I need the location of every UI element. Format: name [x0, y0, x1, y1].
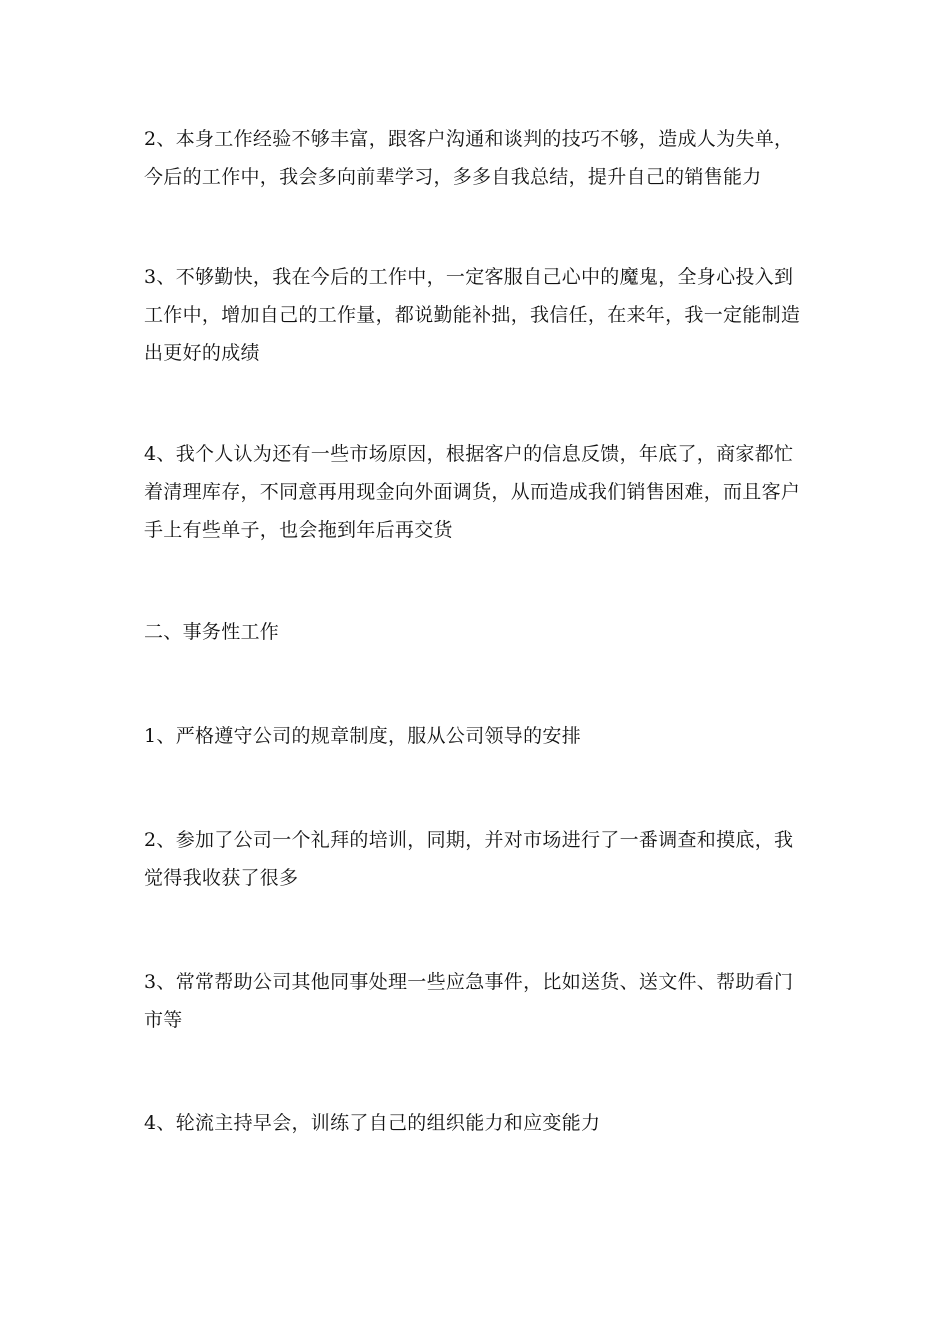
paragraph-line: 觉得我收获了很多	[144, 867, 299, 889]
paragraph-affairs-2	[144, 821, 804, 897]
paragraph-line: 4、我个人认为还有一些市场原因，根据客户的信息反馈，年底了，商家都忙	[144, 443, 794, 465]
paragraph-item-3-diligence	[144, 258, 804, 372]
paragraph-line: 4、轮流主持早会，训练了自己的组织能力和应变能力	[144, 1112, 601, 1134]
paragraph-line: 3、常常帮助公司其他同事处理一些应急事件，比如送货、送文件、帮助看门	[144, 971, 794, 993]
paragraph-line: 工作中，增加自己的工作量，都说勤能补拙，我信任，在来年，我一定能制造	[144, 304, 801, 326]
paragraph-affairs-4	[144, 1104, 804, 1142]
paragraph-affairs-1	[144, 717, 804, 755]
paragraph-line: 1、严格遵守公司的规章制度，服从公司领导的安排	[144, 725, 581, 747]
paragraph-line: 2、本身工作经验不够丰富，跟客户沟通和谈判的技巧不够，造成人为失单，	[144, 128, 794, 150]
paragraph-line: 3、不够勤快，我在今后的工作中，一定客服自己心中的魔鬼，全身心投入到	[144, 266, 794, 288]
paragraph-line: 今后的工作中，我会多向前辈学习，多多自我总结，提升自己的销售能力	[144, 166, 762, 188]
paragraph-affairs-3	[144, 963, 804, 1039]
paragraph-line: 手上有些单子，也会拖到年后再交货	[144, 519, 453, 541]
paragraph-line: 2、参加了公司一个礼拜的培训，同期，并对市场进行了一番调查和摸底，我	[144, 829, 794, 851]
section-heading-affairs	[144, 613, 804, 651]
paragraph-item-4-market	[144, 435, 804, 549]
paragraph-item-2-experience	[144, 120, 804, 196]
paragraph-line: 出更好的成绩	[144, 342, 260, 364]
paragraph-line: 市等	[144, 1009, 183, 1031]
section-heading-text: 二、事务性工作	[144, 621, 280, 643]
paragraph-line: 着清理库存，不同意再用现金向外面调货，从而造成我们销售困难，而且客户	[144, 481, 801, 503]
